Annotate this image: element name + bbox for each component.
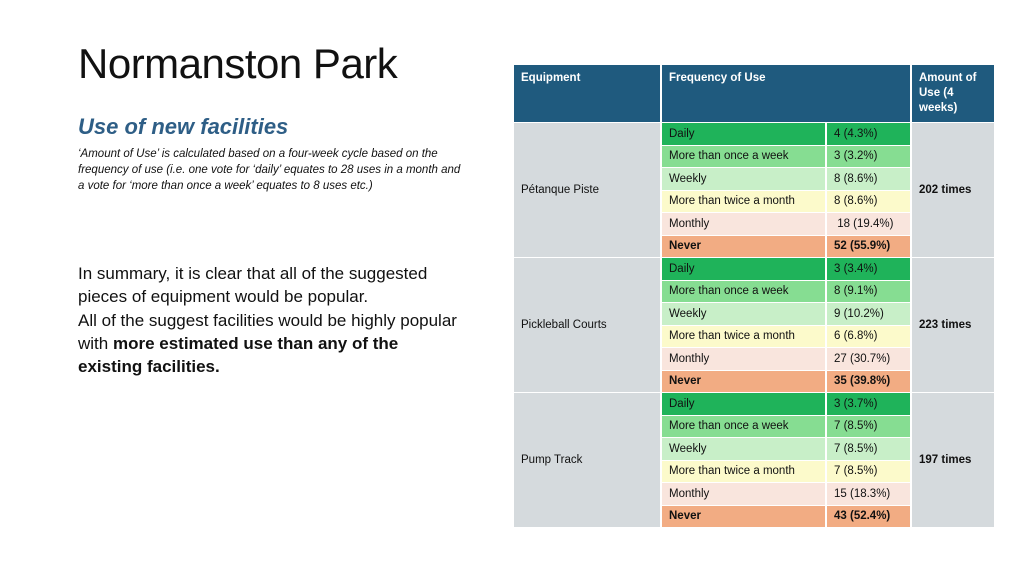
count-cell-more-than-once-a-week: 8 (9.1%) [827, 281, 910, 303]
page-title: Normanston Park [78, 40, 398, 87]
count-cell-monthly: 15 (18.3%) [827, 483, 910, 505]
page-subtitle: Use of new facilities [78, 114, 289, 139]
equipment-cell: Pétanque Piste [514, 123, 660, 257]
table-row [514, 123, 994, 145]
amount-cell: 223 times [912, 258, 994, 392]
table-header-row [514, 65, 994, 122]
amount-cell: 197 times [912, 393, 994, 527]
facilities-table [512, 64, 996, 528]
header-amount: Amount of Use (4 weeks) [912, 65, 994, 122]
count-cell-never: 35 (39.8%) [827, 371, 910, 393]
frequency-cell-weekly: Weekly [662, 303, 825, 325]
count-cell-weekly: 7 (8.5%) [827, 438, 910, 460]
count-cell-never: 43 (52.4%) [827, 506, 910, 528]
count-cell-more-than-twice-a-month: 7 (8.5%) [827, 461, 910, 483]
frequency-cell-more-than-twice-a-month: More than twice a month [662, 461, 825, 483]
frequency-cell-daily: Daily [662, 258, 825, 280]
calculation-note: ‘Amount of Use’ is calculated based on a four-week cycle based on the frequency of use (i.e. one vote for ‘daily’ equates to 28 uses in a month and a vote for ‘more than once a week’ equates to 8 uses etc.) [78, 148, 461, 192]
equipment-cell: Pickleball Courts [514, 258, 660, 392]
count-cell-more-than-twice-a-month: 8 (8.6%) [827, 191, 910, 213]
count-cell-monthly: 27 (30.7%) [827, 348, 910, 370]
summary-paragraph-2 [78, 309, 458, 379]
frequency-cell-daily: Daily [662, 393, 825, 415]
table-row [514, 258, 994, 280]
amount-cell: 202 times [912, 123, 994, 257]
frequency-cell-monthly: Monthly [662, 348, 825, 370]
count-cell-never: 52 (55.9%) [827, 236, 910, 258]
frequency-cell-monthly: Monthly [662, 213, 825, 235]
frequency-cell-more-than-once-a-week: More than once a week [662, 281, 825, 303]
frequency-cell-more-than-once-a-week: More than once a week [662, 146, 825, 168]
summary-bold-text: more estimated use than any of the existing facilities. [78, 333, 399, 377]
summary-text [78, 262, 458, 378]
frequency-cell-weekly: Weekly [662, 438, 825, 460]
header-frequency: Frequency of Use [662, 65, 910, 122]
frequency-cell-daily: Daily [662, 123, 825, 145]
frequency-cell-never: Never [662, 506, 825, 528]
count-cell-more-than-once-a-week: 7 (8.5%) [827, 416, 910, 438]
summary-plain-text: All of the suggest facilities would be highly popular with [78, 310, 457, 353]
frequency-cell-weekly: Weekly [662, 168, 825, 190]
table-row [514, 393, 994, 415]
frequency-cell-never: Never [662, 371, 825, 393]
count-cell-weekly: 9 (10.2%) [827, 303, 910, 325]
frequency-cell-more-than-twice-a-month: More than twice a month [662, 326, 825, 348]
frequency-cell-never: Never [662, 236, 825, 258]
frequency-cell-more-than-twice-a-month: More than twice a month [662, 191, 825, 213]
count-cell-daily: 3 (3.7%) [827, 393, 910, 415]
count-cell-weekly: 8 (8.6%) [827, 168, 910, 190]
frequency-cell-more-than-once-a-week: More than once a week [662, 416, 825, 438]
summary-paragraph-1: In summary, it is clear that all of the suggested pieces of equipment would be popular. [78, 264, 428, 307]
count-cell-monthly: 18 (19.4%) [827, 213, 910, 235]
header-equipment: Equipment [514, 65, 660, 122]
equipment-cell: Pump Track [514, 393, 660, 527]
count-cell-daily: 4 (4.3%) [827, 123, 910, 145]
count-cell-more-than-twice-a-month: 6 (6.8%) [827, 326, 910, 348]
count-cell-daily: 3 (3.4%) [827, 258, 910, 280]
count-cell-more-than-once-a-week: 3 (3.2%) [827, 146, 910, 168]
table-body [514, 123, 994, 527]
frequency-cell-monthly: Monthly [662, 483, 825, 505]
